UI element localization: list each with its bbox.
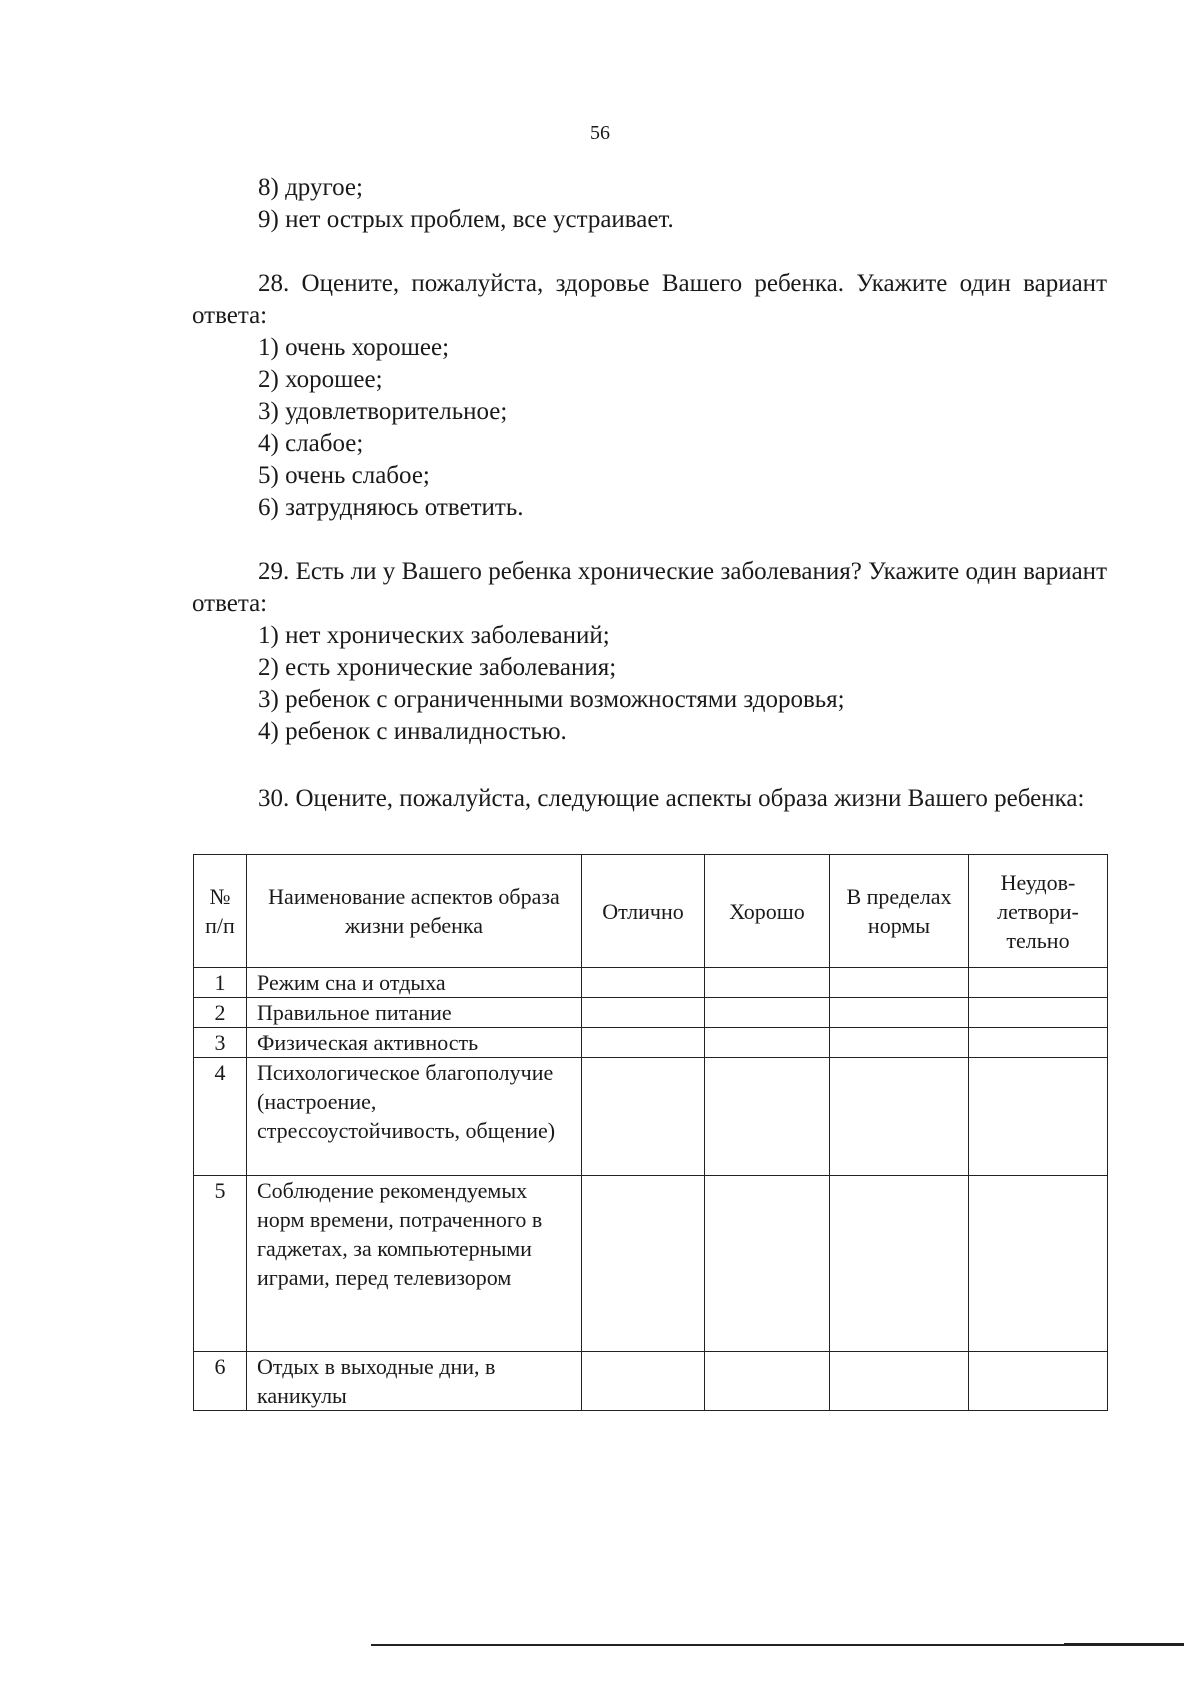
- table-row: [194, 1028, 1108, 1058]
- rating-cell-good[interactable]: [705, 1028, 830, 1058]
- aspect-name: Отдых в выходные дни, в каникулы: [247, 1352, 582, 1411]
- answer-option: 1) нет хронических заболеваний;: [258, 622, 610, 649]
- header-unsatisfactory: Неудов-летвори-тельно: [969, 855, 1108, 968]
- question-text: 30. Оцените, пожалуйста, следующие аспекты образа жизни Вашего ребенка:: [258, 785, 1085, 812]
- rating-cell-excellent[interactable]: [582, 998, 705, 1028]
- header-num: № п/п: [194, 855, 247, 968]
- question-28: [192, 268, 1107, 524]
- aspect-name: Физическая активность: [247, 1028, 582, 1058]
- rating-cell-good[interactable]: [705, 968, 830, 998]
- row-number: 6: [194, 1352, 247, 1411]
- answer-option: 2) хорошее;: [258, 366, 383, 393]
- table-row: [194, 968, 1108, 998]
- row-number: 3: [194, 1028, 247, 1058]
- aspect-name: Правильное питание: [247, 998, 582, 1028]
- rating-cell-excellent[interactable]: [582, 1028, 705, 1058]
- table-row: [194, 1352, 1108, 1411]
- answer-option: 3) удовлетворительное;: [258, 398, 508, 425]
- aspect-name: Психологическое благополучие (настроение, стрессоустойчивость, общение): [247, 1058, 582, 1176]
- rating-cell-unsatisfactory[interactable]: [969, 1176, 1108, 1352]
- header-within-norm: В пределах нормы: [830, 855, 969, 968]
- answer-option: 1) очень хорошее;: [258, 334, 450, 361]
- header-good: Хорошо: [705, 855, 830, 968]
- rating-cell-good[interactable]: [705, 998, 830, 1028]
- rating-cell-unsatisfactory[interactable]: [969, 1058, 1108, 1176]
- row-number: 2: [194, 998, 247, 1028]
- rating-cell-within-norm[interactable]: [830, 1352, 969, 1411]
- rating-cell-unsatisfactory[interactable]: [969, 1352, 1108, 1411]
- aspect-name: Соблюдение рекомендуемых норм времени, потраченного в гаджетах, за компьютерными играми, перед телевизором: [247, 1176, 582, 1352]
- answer-option: 3) ребенок с ограниченными возможностями здоровья;: [258, 686, 845, 713]
- rating-cell-within-norm[interactable]: [830, 1058, 969, 1176]
- previous-question-tail: [192, 172, 1107, 236]
- rating-cell-within-norm[interactable]: [830, 968, 969, 998]
- rating-cell-excellent[interactable]: [582, 1352, 705, 1411]
- rating-cell-excellent[interactable]: [582, 1176, 705, 1352]
- rating-cell-unsatisfactory[interactable]: [969, 968, 1108, 998]
- table-row: [194, 1176, 1108, 1352]
- rating-cell-good[interactable]: [705, 1176, 830, 1352]
- answer-option: 2) есть хронические заболевания;: [258, 654, 617, 681]
- table-row: [194, 1058, 1108, 1176]
- list-item: 9) нет острых проблем, все устраивает.: [258, 206, 674, 233]
- rating-cell-excellent[interactable]: [582, 1058, 705, 1176]
- rating-cell-excellent[interactable]: [582, 968, 705, 998]
- answer-option: 6) затрудняюсь ответить.: [258, 494, 524, 521]
- row-number: 5: [194, 1176, 247, 1352]
- page-number: 56: [590, 122, 610, 144]
- header-aspect-name: Наименование аспектов образа жизни ребенка: [247, 855, 582, 968]
- answer-option: 4) слабое;: [258, 430, 364, 457]
- rating-cell-within-norm[interactable]: [830, 1028, 969, 1058]
- rating-cell-good[interactable]: [705, 1352, 830, 1411]
- rating-cell-good[interactable]: [705, 1058, 830, 1176]
- answer-option: 5) очень слабое;: [258, 462, 430, 489]
- rating-cell-unsatisfactory[interactable]: [969, 1028, 1108, 1058]
- answer-option: 4) ребенок с инвалидностью.: [258, 718, 567, 745]
- rating-cell-within-norm[interactable]: [830, 998, 969, 1028]
- rating-cell-unsatisfactory[interactable]: [969, 998, 1108, 1028]
- question-30: [192, 783, 1107, 815]
- list-item: 8) другое;: [258, 174, 363, 201]
- header-excellent: Отлично: [582, 855, 705, 968]
- table-header-row: [194, 855, 1108, 968]
- lifestyle-aspects-table: [193, 854, 1108, 1411]
- footer-divider: [371, 1644, 1184, 1646]
- row-number: 1: [194, 968, 247, 998]
- rating-cell-within-norm[interactable]: [830, 1176, 969, 1352]
- row-number: 4: [194, 1058, 247, 1176]
- aspect-name: Режим сна и отдыха: [247, 968, 582, 998]
- question-text: 29. Есть ли у Вашего ребенка хронические заболевания? Укажите один вариант ответа:: [192, 558, 1107, 617]
- table-row: [194, 998, 1108, 1028]
- question-29: [192, 556, 1107, 748]
- question-text: 28. Оцените, пожалуйста, здоровье Вашего ребенка. Укажите один вариант ответа:: [192, 270, 1107, 329]
